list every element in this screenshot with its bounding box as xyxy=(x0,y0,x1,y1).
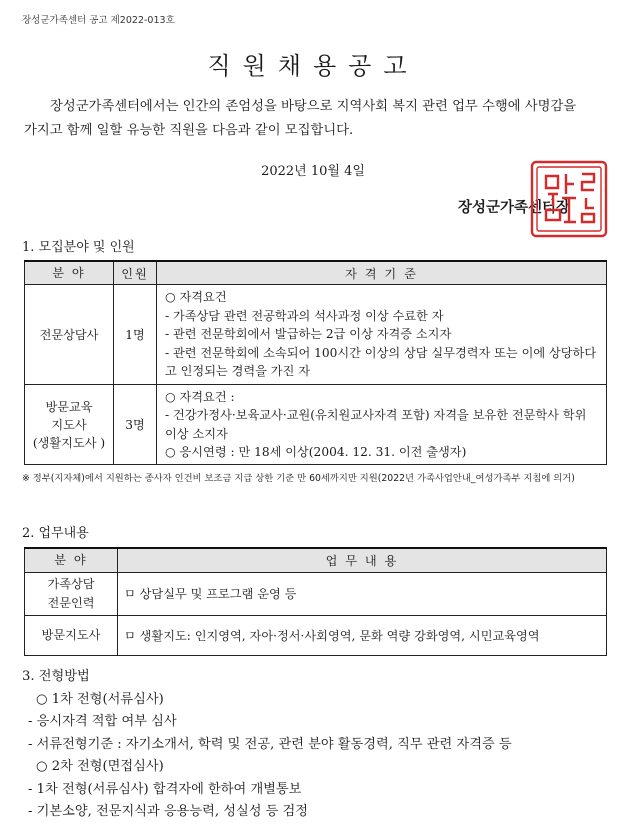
process-line: - 1차 전형(서류심사) 합격자에 한하여 개별통보 xyxy=(28,781,302,797)
field-cell: 방문지도사 xyxy=(25,616,118,656)
col-field-header: 분 야 xyxy=(25,261,114,285)
field-cell xyxy=(25,573,118,616)
field-line: 방문교육 xyxy=(45,399,93,414)
table-row xyxy=(25,573,607,616)
selection-process xyxy=(22,666,618,824)
field-cell: 전문상담사 xyxy=(25,285,114,385)
col-duty-header: 업 무 내 용 xyxy=(118,548,607,573)
table-row xyxy=(25,285,607,385)
table-header-row xyxy=(25,261,607,285)
table-row xyxy=(25,616,607,656)
count-cell: 1명 xyxy=(114,285,157,385)
col-qual-header: 자 격 기 준 xyxy=(157,261,607,285)
field-cell xyxy=(25,385,114,465)
qual-line: - 가족상담 관련 전공학과의 석사과정 이상 수료한 자 xyxy=(165,308,444,323)
qual-line: ○ 응시연령 : 만 18세 이상(2004. 12. 31. 이전 출생자) xyxy=(165,445,467,459)
process-line: ○ 1차 전형(서류심사) xyxy=(36,691,164,707)
process-line: - 응시자격 적합 여부 심사 xyxy=(28,714,177,729)
field-line: 전문인력 xyxy=(47,596,95,610)
field-line: 지도사 xyxy=(51,417,87,432)
duty-cell: ㅁ 생활지도: 인지영역, 자아·정서·사회영역, 문화 역량 강화영역, 시민교육영역 xyxy=(118,616,607,656)
official-seal-stamp xyxy=(528,158,610,240)
qual-line: - 관련 전문학회에서 발급하는 2급 이상 자격증 소지자 xyxy=(165,327,452,342)
table-header-row xyxy=(25,548,607,573)
duties-table xyxy=(24,547,607,656)
notice-number: 장성군가족센터 공고 제2022-013호 xyxy=(22,15,175,26)
section3-heading: 3. 전형방법 xyxy=(22,669,90,684)
qual-line: ○ 자격요건 : xyxy=(165,389,235,404)
intro-paragraph: 장성군가족센터에서는 인간의 존엄성을 바탕으로 지역사회 복지 관련 업무 수행에 사명감을 가지고 함께 일할 유능한 직원을 다음과 같이 모집합니다. xyxy=(24,99,577,138)
notice-date: 2022년 10월 4일 xyxy=(261,164,365,179)
count-cell: 3명 xyxy=(114,385,157,465)
section1-heading: 1. 모집분야 및 인원 xyxy=(22,240,135,255)
page-title: 직원채용공고 xyxy=(207,52,419,80)
age-limit-note: ※ 정부(지자체)에서 지원하는 종사자 인건비 보조금 지급 상한 기준 만 60세까지만 지원(2022년 가족사업안내_여성가족부 지침에 의거) xyxy=(22,473,575,484)
table-row xyxy=(25,385,607,465)
duty-cell: ㅁ 상담실무 및 프로그램 운영 등 xyxy=(118,573,607,616)
issuer-name: 장성군가족센터장 xyxy=(457,200,570,216)
col-count-header: 인원 xyxy=(114,261,157,285)
process-line: ○ 2차 전형(면접심사) xyxy=(36,759,164,774)
section2-heading: 2. 업무내용 xyxy=(22,526,89,541)
col-field-header: 분 야 xyxy=(25,548,118,573)
process-line: - 기본소양, 전문지식과 응용능력, 성실성 등 검정 xyxy=(28,804,309,819)
qual-cell xyxy=(157,285,607,385)
qual-line: - 관련 전문학회에 소속되어 100시간 이상의 상담 실무경력자 또는 이에 상당하다고 인정되는 경력을 가진 자 xyxy=(165,345,597,379)
process-line: - 서류전형기준 : 자기소개서, 학력 및 전공, 관련 분야 활동경력, 직무 관련 자격증 등 xyxy=(28,736,512,752)
field-line: 가족상담 xyxy=(47,577,95,591)
qual-line: ○ 자격요건 xyxy=(165,290,227,305)
qual-line: - 건강가정사·보육교사·교원(유치원교사자격 포함) 자격을 보유한 전문학사 학위 이상 소지자 xyxy=(165,408,587,441)
qual-cell xyxy=(157,385,607,465)
recruitment-table xyxy=(24,260,607,465)
field-line: (생활지도사 ) xyxy=(32,435,106,450)
